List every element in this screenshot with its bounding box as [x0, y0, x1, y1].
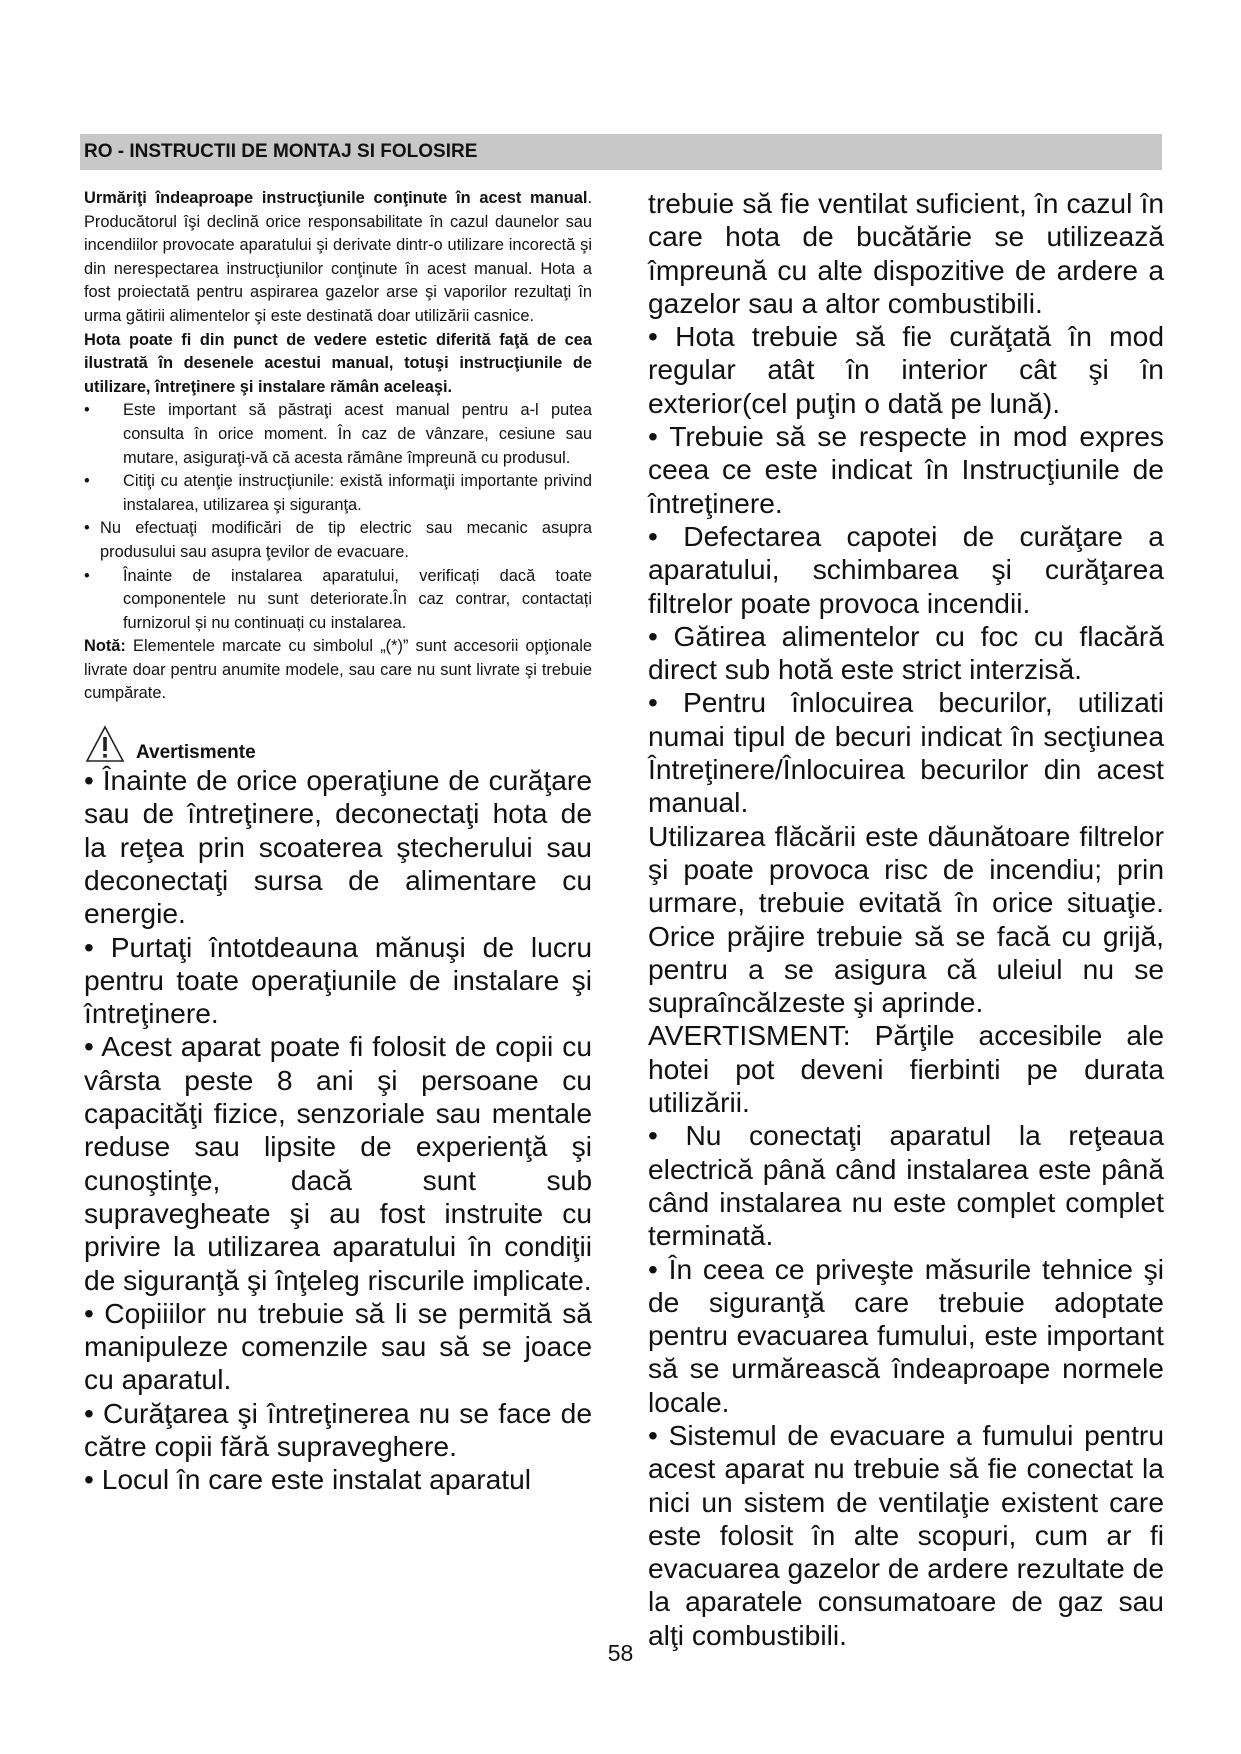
page-number: 58 [607, 1640, 634, 1666]
warning-item: • Acest aparat poate fi folosit de copii cu vârsta peste 8 ani şi persoane cu capacităţi fizice, senzoriale sau mentale reduse sau lipsite de experienţă şi cunoştinţe, dacă sunt sub supravegheate şi au fost instruite cu privire la utilizarea aparatului în condiţii de siguranţă şi înţeleg riscurile implicate. [84, 1030, 592, 1296]
warning-item: • Copiiilor nu trebuie să li se permită să manipuleze comenzile sau să se joace cu aparatul. [84, 1296, 592, 1396]
note-paragraph: Notă: Elementele marcate cu simbolul „(*)” sunt accesorii opţionale livrate doar pentru anumite modele, sau care nu sunt livrate şi trebuie cumpărate. [84, 637, 592, 703]
right-paragraph: • Nu conectaţi aparatul la reţeaua electrică până când instalarea este până când instalarea nu este complet complet terminată. [648, 1119, 1164, 1252]
right-paragraph: • Pentru înlocuirea becurilor, utilizati numai tipul de becuri indicat în secţiunea Întreţinere/Înlocuirea becurilor din acest manual. [648, 686, 1164, 819]
intro-paragraph [84, 187, 592, 329]
right-paragraph: • Trebuie să se respecte in mod expres ceea ce este indicat în Instrucţiunile de întreţinere. [648, 420, 1164, 519]
warnings-title: Avertismente [136, 742, 256, 764]
bullet-item: • Citiţi cu atenţie instrucţiunile: există informaţii importante privind instalarea, utilizarea şi siguranţa. [84, 472, 592, 514]
right-paragraph: • Gătirea alimentelor cu foc cu flacără direct sub hotă este strict interzisă. [648, 619, 1164, 686]
bullet-item: • Înainte de instalarea aparatului, verificați dacă toate componentele nu sunt deteriorate.În caz contrar, contactați furnizorul și nu continuați cu instalarea. [84, 566, 592, 632]
right-paragraph: • Defectarea capotei de curăţare a aparatului, schimbarea şi curăţarea filtrelor poate provoca incendii. [648, 519, 1164, 619]
right-paragraph: AVERTISMENT: Părţile accesibile ale hotei pot deveni fierbinti pe durata utilizării. [648, 1019, 1164, 1119]
intro-rest: . Producătorul îşi declină orice responsabilitate în cazul daunelor sau incendiilor provocate aparatului şi derivate dintr-o utilizare incorectă şi din nerespectarea instrucţiunilor conţinute în acest manual. Hota a fost proiectată pentru aspirarea gazelor arse şi vaporilor rezultaţi în urma gătirii alimentelor şi este destinată doar utilizării casnice. [84, 189, 592, 325]
right-paragraph: • Hota trebuie să fie curăţată în mod regular atât în interior cât şi în exterior(cel puţin o dată pe lună). [648, 320, 1164, 419]
warnings-heading [84, 724, 592, 764]
section-title: RO - INSTRUCTII DE MONTAJ SI FOLOSIRE [84, 141, 478, 162]
left-column [84, 187, 592, 1497]
warning-item: • Înainte de orice operaţiune de curăţare sau de întreţinere, deconectaţi hota de la reţea prin scoaterea ştecherului sau deconectaţi sursa de alimentare cu energie. [84, 764, 592, 930]
right-column [648, 187, 1164, 1652]
bullet-item: • Nu efectuaţi modificări de tip electric sau mecanic asupra produsului sau asupra ţevilor de evacuare. [84, 519, 592, 561]
note-label: Notă: [84, 637, 126, 656]
right-paragraph: • În ceea ce priveşte măsurile tehnice şi de siguranţă care trebuie adoptate pentru evacuarea fumului, este important să se urmărească îndeaproape normele locale. [648, 1252, 1164, 1418]
warning-item: • Curăţarea şi întreţinerea nu se face de către copii fără supraveghere. [84, 1396, 592, 1462]
right-paragraph: • Sistemul de evacuare a fumului pentru acest aparat nu trebuie să fie conectat la nici un sistem de ventilaţie existent care este folosit în alte scopuri, cum ar fi evacuarea gazelor de ardere rezultate de la aparatele consumatoare de gaz sau alţi combustibili. [648, 1418, 1164, 1651]
warning-item: • Purtaţi întotdeauna mănuşi de lucru pentru toate operaţiunile de instalare şi întreţinere. [84, 930, 592, 1030]
right-paragraph: trebuie să fie ventilat suficient, în cazul în care hota de bucătărie se utilizează împreună cu alte dispozitive de ardere a gazelor sau a altor combustibili. [648, 187, 1164, 319]
warning-item: • Locul în care este instalat aparatul [84, 1463, 532, 1496]
warning-triangle-icon [84, 724, 126, 764]
intro-bold: Urmăriţi îndeaproape instrucţiunile conţinute în acest manual [84, 189, 588, 207]
right-paragraph: Utilizarea flăcării este dăunătoare filtrelor şi poate provoca risc de incendiu; prin urmare, trebuie evitată în orice situaţie. Orice prăjire trebuie să se facă cu grijă, pentru a se asigura că uleiul nu se supraîncălzeste şi aprinde. [648, 819, 1164, 1019]
section-header [80, 134, 1162, 170]
design-note: Hota poate fi din punct de vedere estetic diferită faţă de cea ilustrată în desenele acestui manual, totuşi instrucţiunile de utilizare, întreţinere şi instalare rămân aceleaşi. [84, 330, 592, 396]
bullet-item: • Este important să păstraţi acest manual pentru a-l putea consulta în orice moment. În caz de vânzare, cesiune sau mutare, asiguraţi-vă că acesta rămâne împreună cu produsul. [84, 401, 592, 467]
